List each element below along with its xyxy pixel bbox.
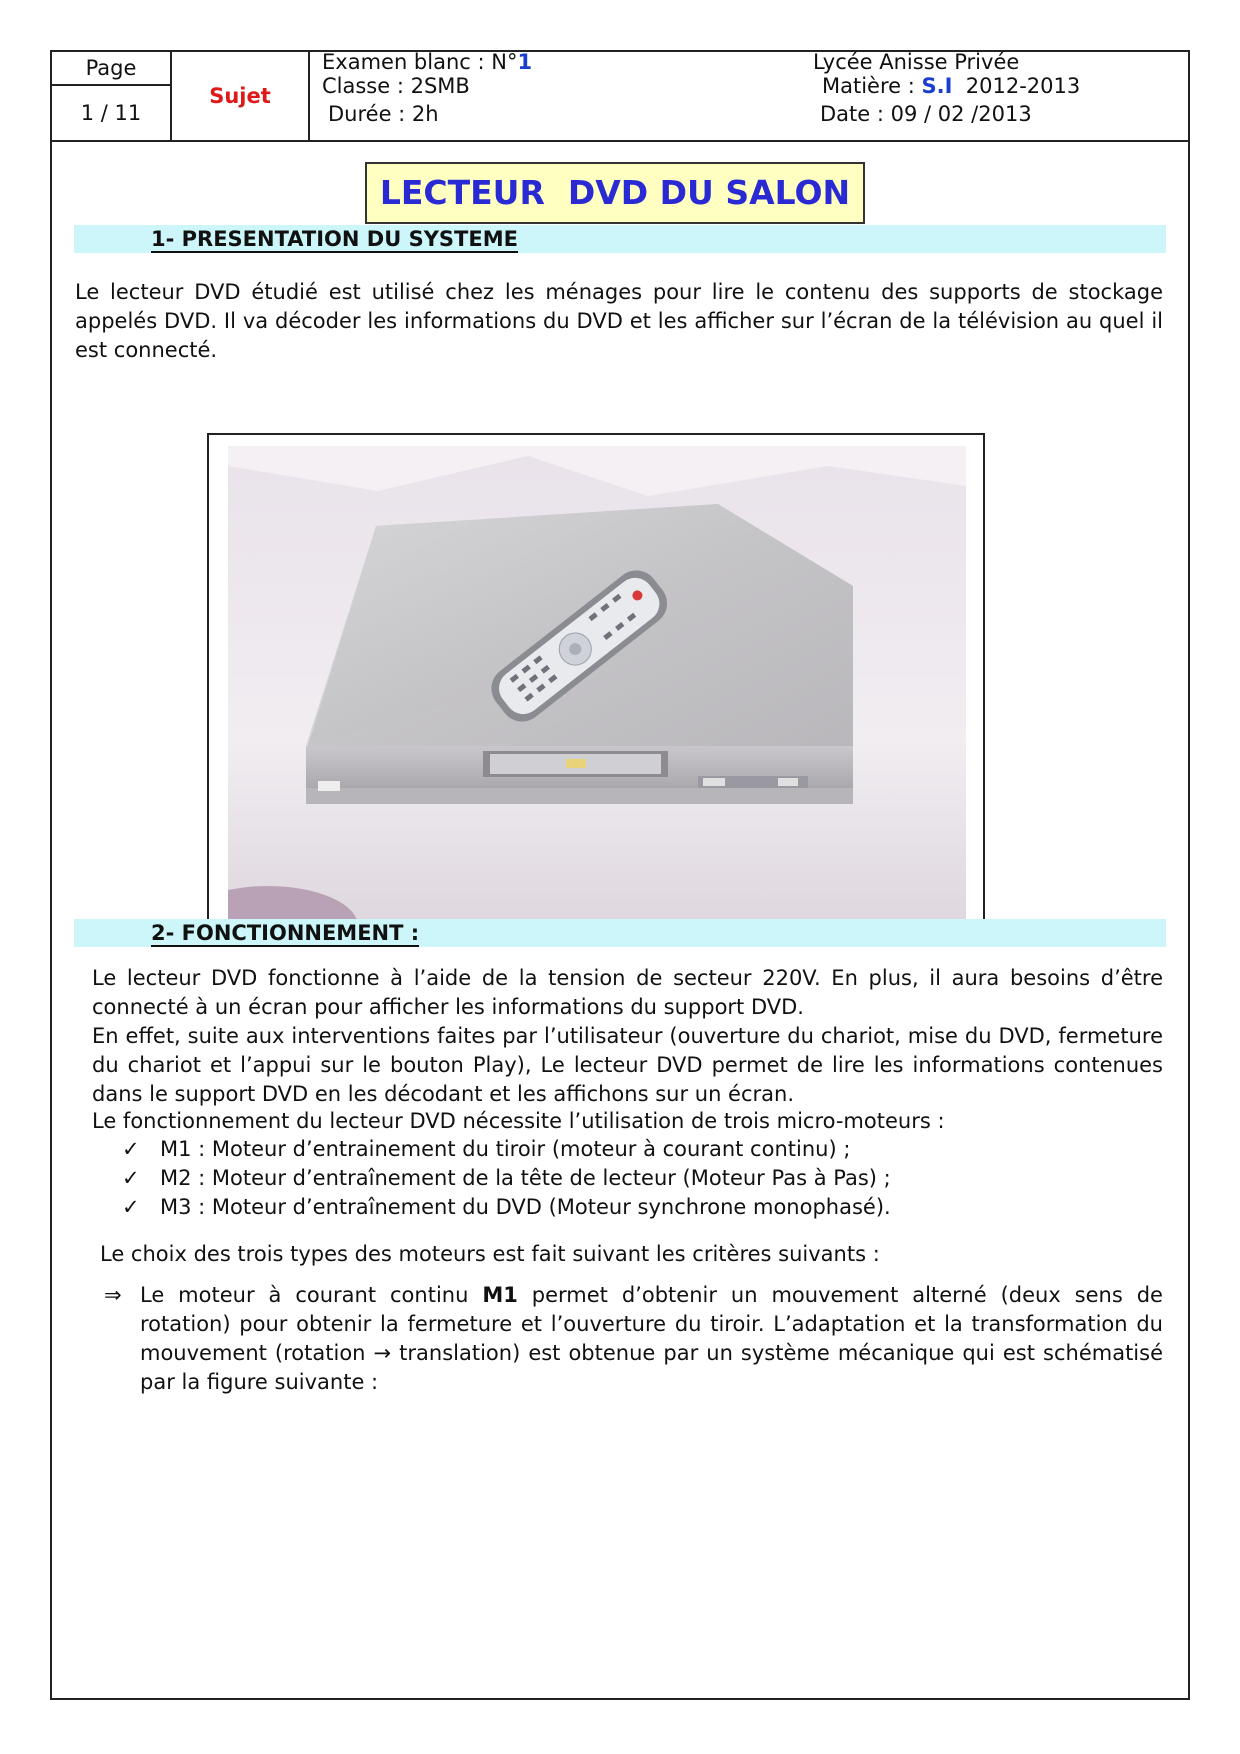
subject-prefix: Matière : [822,74,922,98]
list-item: ✓ M2 : Moteur d’entraînement de la tête de lecteur (Moteur Pas à Pas) ; [122,1164,1162,1193]
duration-line: Durée : 2h [328,102,439,126]
document-title: LECTEUR DVD DU SALON [365,162,865,224]
page-frame [50,50,1190,1700]
page-cell [52,52,172,140]
subject-label: Sujet [172,52,310,140]
motor-list [122,1135,1162,1222]
subject-line [822,74,1080,98]
list-item: ✓ M3 : Moteur d’entraînement du DVD (Moteur synchrone monophasé). [122,1193,1162,1222]
school-name: Lycée Anisse Privée [813,50,1020,74]
section-heading-fonctionnement: 2- FONCTIONNEMENT : [74,919,1166,947]
fonctionnement-text-1: Le lecteur DVD fonctionne à l’aide de la tension de secteur 220V. En plus, il aura besoins d’être connecté à un écran pour afficher les informations du support DVD. [92,966,1163,1019]
page-label: Page [52,52,170,86]
presentation-text: Le lecteur DVD étudié est utilisé chez les ménages pour lire le contenu des supports de stockage appelés DVD. Il va décoder les informations du DVD et les afficher sur l’écran de la télévision au quel il est connecté. [75,280,1163,362]
dvd-photo-frame [207,433,985,947]
exam-line [322,50,532,74]
exam-number: 1 [517,50,533,74]
criteria-intro: Le choix des trois types des moteurs est fait suivant les critères suivants : [100,1242,880,1266]
checkmark-icon: ✓ [122,1137,140,1161]
exam-label: Examen blanc : N° [322,50,518,74]
fonctionnement-text-2: En effet, suite aux interventions faites par l’utilisateur (ouverture du chariot, mise du DVD, fermeture du chariot et l’appui sur le bouton Play), Le lecteur DVD permet de lire les informations contenues dans le support DVD en les décodant et les affichons sur un écran. [92,1024,1163,1106]
class-line: Classe : 2SMB [322,74,470,98]
page-number: 1 / 11 [80,101,142,125]
checkmark-icon: ✓ [122,1166,140,1190]
list-item: ✓ M1 : Moteur d’entrainement du tiroir (moteur à courant continu) ; [122,1135,1162,1164]
school-year: 2012-2013 [965,74,1081,98]
fonctionnement-text-3: Le fonctionnement du lecteur DVD nécessite l’utilisation de trois micro-moteurs : [92,1109,945,1133]
section-heading-presentation: 1- PRESENTATION DU SYSTEME [74,225,1166,253]
criteria-m1: ⇒ Le moteur à courant continu M1 permet d’obtenir un mouvement alterné (deux sens de rotation) pour obtenir la fermeture et l’ouverture du tiroir. L’adaptation et la transformation du mouvement (rotation → translation) est obtenue par un système mécanique qui est schématisé par la figure suivante : [104,1283,1163,1394]
header-table [52,52,1188,142]
double-arrow-icon: ⇒ [104,1283,122,1307]
subject-value: S.I [921,74,953,98]
checkmark-icon: ✓ [122,1195,140,1219]
dvd-player-photo [228,446,966,936]
date-line: Date : 09 / 02 /2013 [820,102,1032,126]
